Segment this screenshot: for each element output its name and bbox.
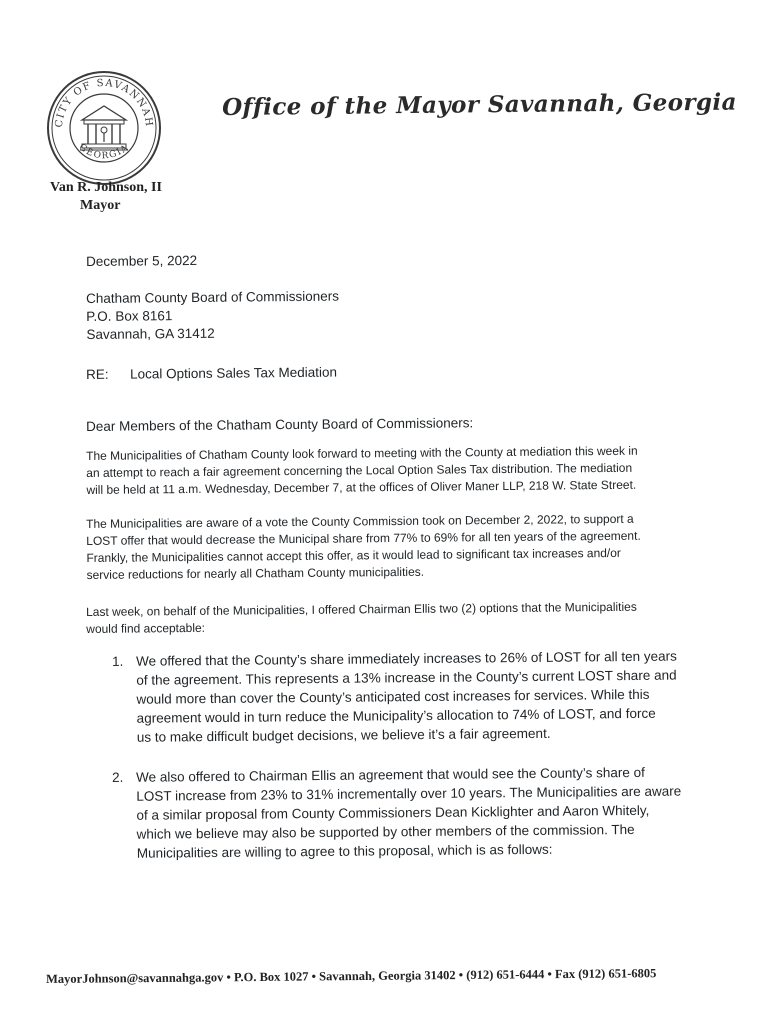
paragraph-line: Last week, on behalf of the Municipalities, I offered Chairman Ellis two (2) options that the Municipalities (86, 599, 637, 619)
re-subject: Local Options Sales Tax Mediation (130, 364, 338, 382)
list-item (112, 646, 693, 747)
footer-contact: MayorJohnson@savannahga.gov • P.O. Box 1027 • Savannah, Georgia 31402 • (912) 651-6444 • Fax (912) 651-6805 (46, 966, 657, 986)
letter-date (86, 247, 686, 271)
recipient-line: Chatham County Board of Commissioners (86, 288, 340, 306)
paragraph-line: LOST offer that would decrease the Municipal share from 77% to 69% for all ten years of the agreement. (86, 528, 641, 548)
re-line (86, 360, 686, 384)
svg-text:GEORGIA (77, 142, 131, 161)
paragraph-line: an attempt to reach a fair agreement concerning the Local Option Sales Tax distribution. The mediation (86, 460, 633, 480)
paragraph-options-intro (86, 598, 702, 638)
paragraph-line: The Municipalities are aware of a vote the County Commission took on December 2, 2022, to support a (86, 511, 634, 531)
salutation-text: Dear Members of the Chatham County Board of Commissioners: (86, 415, 474, 434)
paragraph-line: service reductions for nearly all Chatham County municipalities. (86, 564, 425, 582)
list-item-line: would more than cover the County’s anticipated cost increases for services. While this (136, 686, 650, 707)
office-title: Office of the Mayor Savannah, Georgia (222, 88, 738, 121)
list-item-line: us to make difficult budget decisions, we believe it’s a fair agreement. (136, 725, 551, 745)
seal-bottom-text: GEORGIA (76, 142, 132, 162)
recipient-line: Savannah, GA 31412 (86, 325, 215, 342)
seal-top-text: CITY OF SAVANNAH (53, 77, 155, 129)
list-item-line: Municipalities are willing to agree to this proposal, which is as follows: (136, 841, 553, 861)
list-item-number: 1. (112, 653, 124, 669)
city-seal-icon (44, 68, 164, 188)
list-item-line: We also offered to Chairman Ellis an agreement that would see the County’s share of (136, 764, 645, 785)
list-item-line: which we believe may also be supported by other members of the commission. The (136, 821, 635, 842)
paragraph-county-vote (86, 510, 703, 584)
list-item-line: of a similar proposal from County Commissioners Dean Kicklighter and Aaron Whitely, (136, 802, 650, 823)
recipient-address (86, 284, 686, 344)
list-item (112, 762, 693, 863)
recipient-line: P.O. Box 8161 (86, 308, 173, 324)
paragraph-line: The Municipalities of Chatham County look forward to meeting with the County at mediation this week in (86, 443, 638, 463)
list-item-line: We offered that the County’s share immediately increases to 26% of LOST for all ten years (136, 648, 677, 669)
list-item-line: agreement would in turn reduce the Municipality’s allocation to 74% of LOST, and force (136, 705, 656, 726)
salutation (86, 412, 706, 436)
paragraph-line: would find acceptable: (86, 620, 206, 636)
re-label: RE: (86, 366, 109, 382)
paragraph-line: Frankly, the Municipalities cannot accept this offer, as it would lead to significant tax increases and/or (86, 545, 621, 565)
mayor-name: Van R. Johnson, II (50, 180, 162, 195)
paragraph-line: will be held at 11 a.m. Wednesday, December 7, at the offices of Oliver Maner LLP, 218 W. State Street. (86, 477, 637, 497)
list-item-line: LOST increase from 23% to 31% incrementally over 10 years. The Municipalities are aware (136, 783, 682, 804)
list-item-number: 2. (112, 769, 124, 785)
date-text: December 5, 2022 (86, 252, 198, 269)
mayor-title: Mayor (80, 198, 121, 213)
paragraph-mediation (86, 442, 702, 499)
list-item-line: of the agreement. This represents a 13% increase in the County’s current LOST share and (136, 667, 677, 688)
